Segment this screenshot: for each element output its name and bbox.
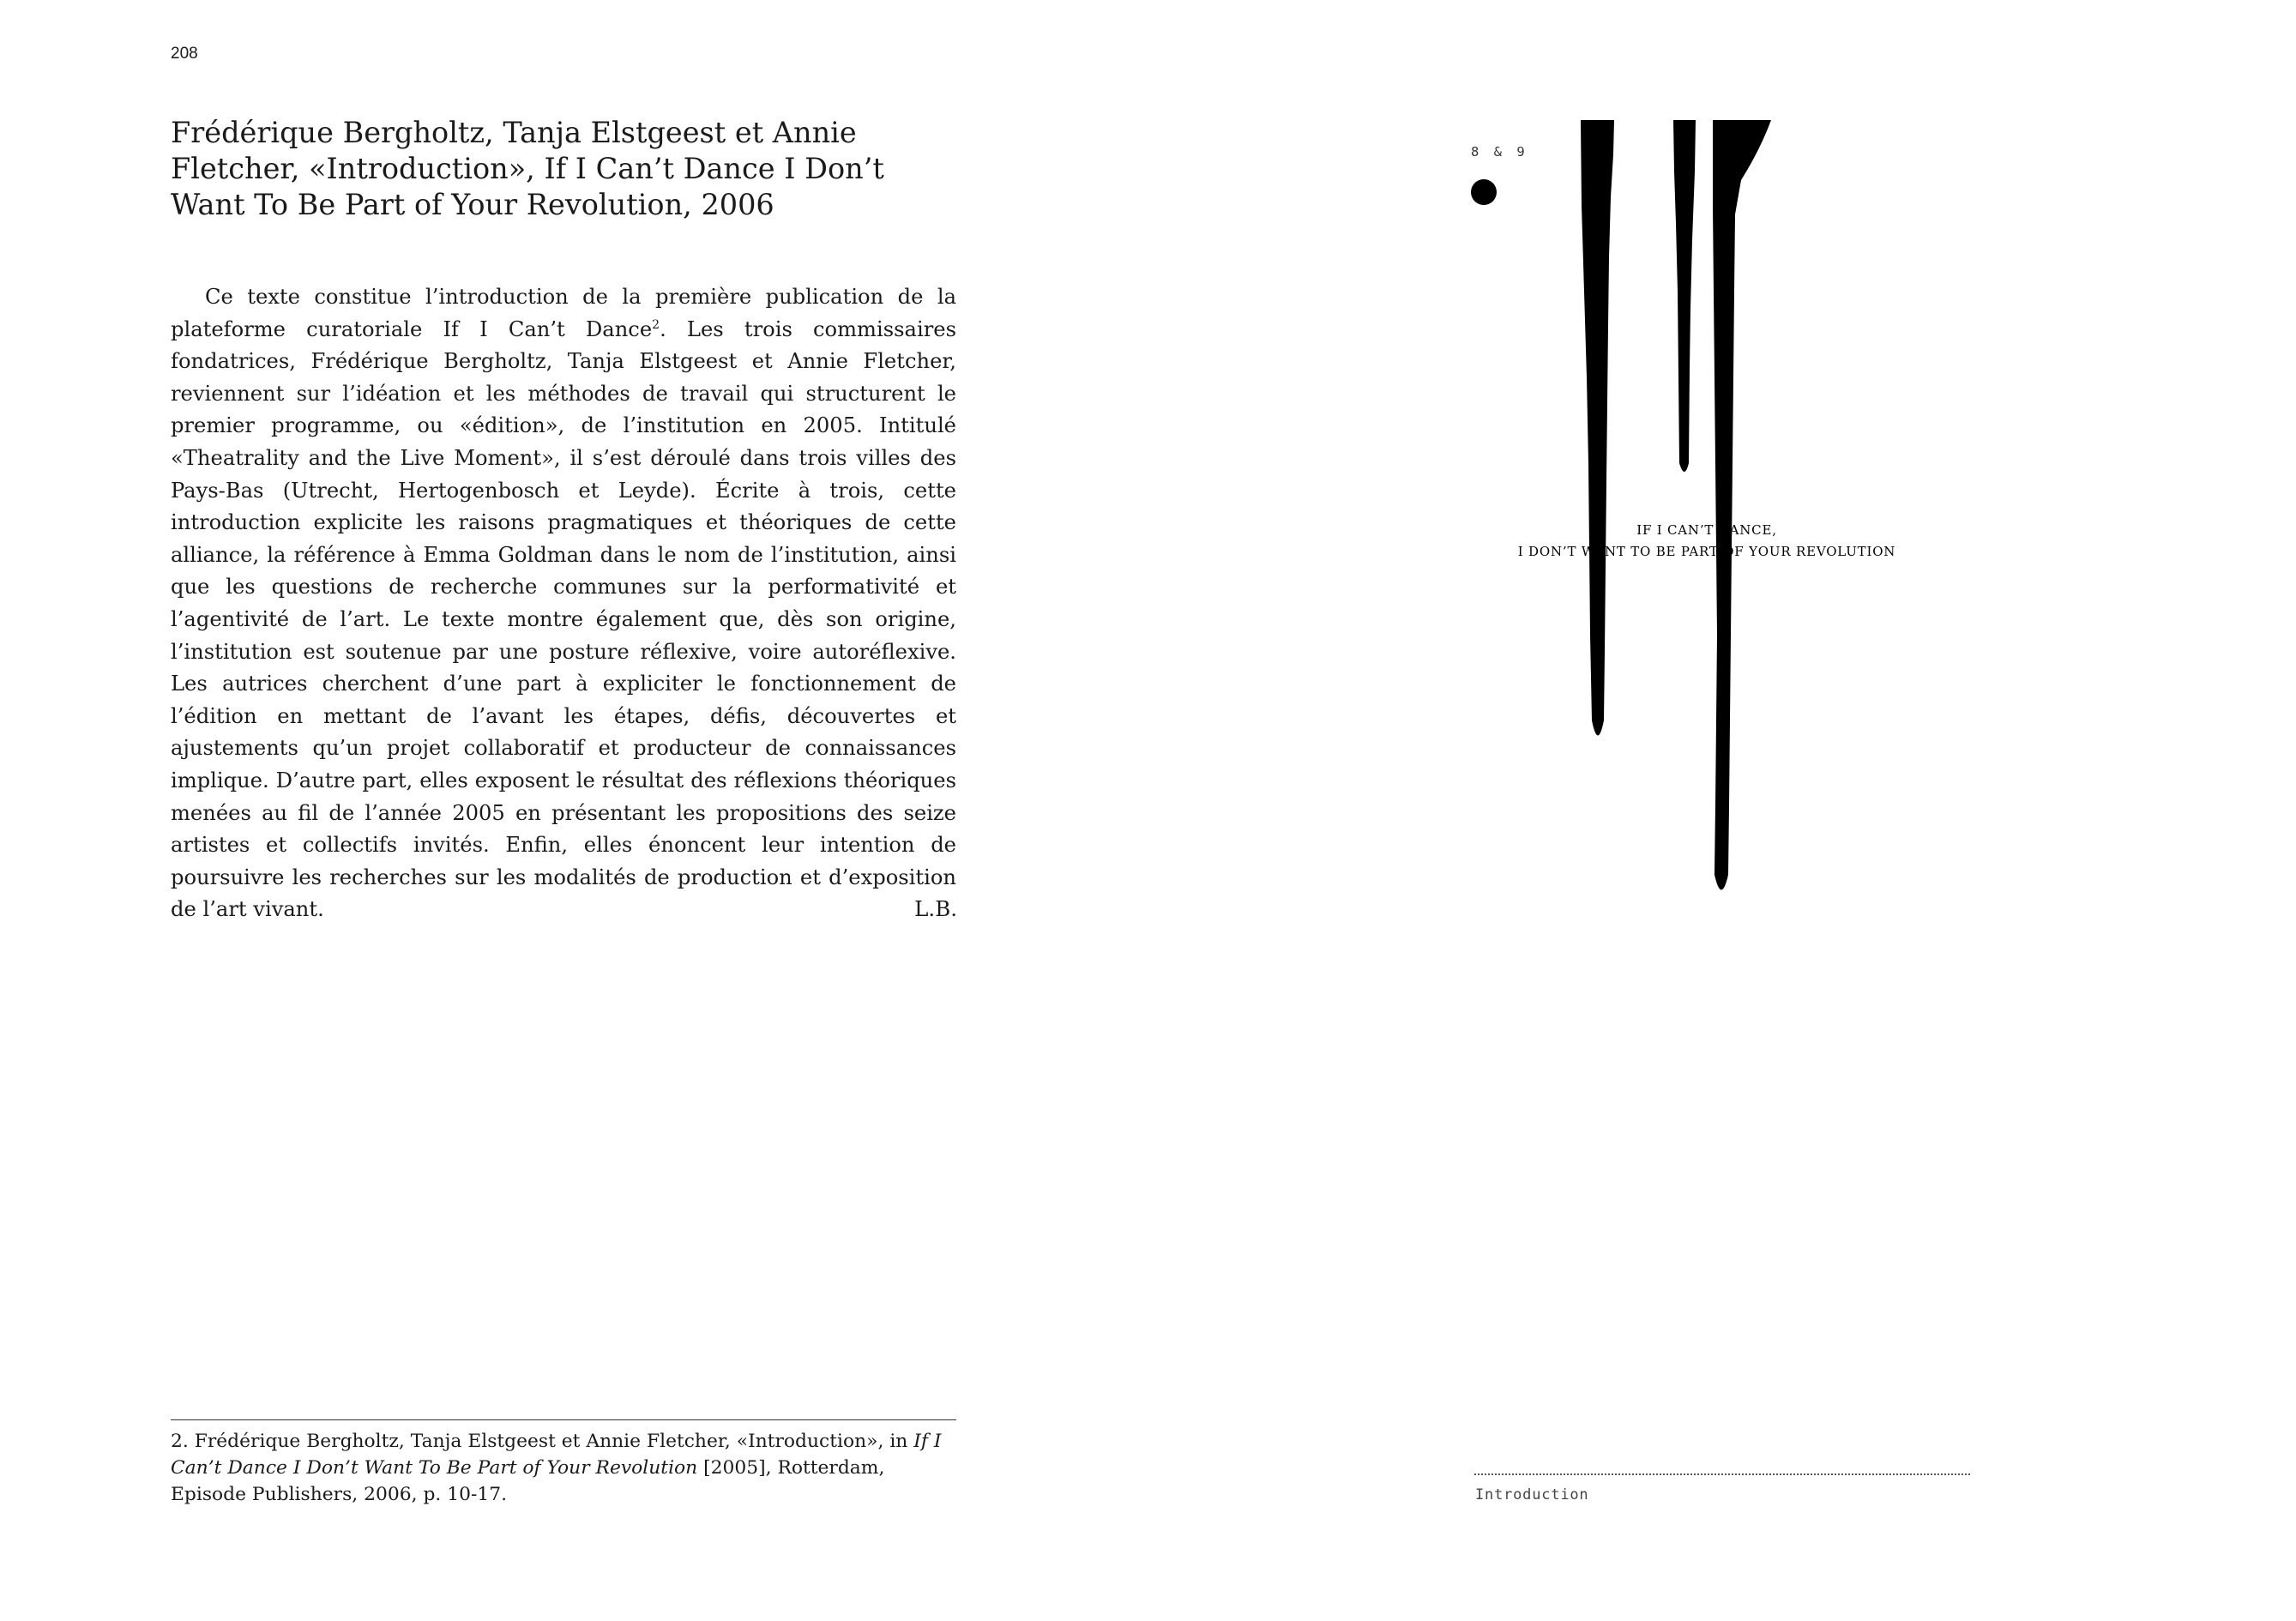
footnote-publication: [2005], Rotterdam, Episode Publishers, 2006, p. 10-17. bbox=[171, 1457, 885, 1505]
cover-title-line-2: I DON’T WANT TO BE PART OF YOUR REVOLUTION bbox=[1517, 544, 1896, 559]
cover-dot bbox=[1471, 179, 1497, 205]
author-initials: L.B. bbox=[914, 896, 957, 921]
section-label: Introduction bbox=[1475, 1486, 1589, 1503]
body-text-part-2: . Les trois commissaires fondatrices, Frédérique Bergholtz, Tanja Elstgeest et Annie Fletcher, reviennent sur l’idéation et les méthodes de travail qui structurent le premier programme, ou «édition», de l’institution en 2005. Intitulé «Theatrality and the Live Moment», il s’est déroulé dans trois villes des Pays-Bas (Utrecht, Hertogenbosch et Leyde). Écrite à trois, cette introduction explicite les raisons pragmatiques et théoriques de cette alliance, la référence à Emma Goldman dans le nom de l’institution, ainsi que les questions de recherche communes sur la performativité et l’agentivité de l’art. Le texte montre également que, dès son origine, l’institution est soutenue par une posture réflexive, voire autoréflexive. Les autrices cherchent d’une part à expliciter le fonctionnement de l’édition en mettant de l’avant les étapes, défis, découvertes et ajustements qu’un projet collaboratif et producteur de connaissances implique. D’autre part, elles exposent le résultat des réflexions théoriques menées au fil de l’année 2005 en présentant les propositions des seize artistes et collectifs invités. Enfin, elles énoncent leur intention de poursuivre les recherches sur les modalités de production et d’exposition de l’art vivant. bbox=[171, 316, 956, 922]
footnote bbox=[171, 1428, 956, 1508]
footnote-book-title: If I Can’t Dance I Don’t Want To Be Part of Your Revolution bbox=[171, 1431, 942, 1479]
ink-drip-left bbox=[1581, 120, 1614, 736]
section-divider bbox=[1474, 1473, 1970, 1475]
cover-issue-number: 8 & 9 bbox=[1471, 144, 1528, 160]
cover-title bbox=[1449, 520, 1964, 563]
entry-body bbox=[171, 281, 956, 926]
footnote-divider bbox=[171, 1419, 956, 1420]
footnote-reference[interactable]: 2 bbox=[652, 317, 660, 332]
footnote-text: 2. Frédérique Bergholtz, Tanja Elstgeest et Annie Fletcher, «Introduction», in bbox=[171, 1431, 914, 1452]
book-cover-illustration bbox=[1449, 120, 1964, 926]
entry-heading: Frédérique Bergholtz, Tanja Elstgeest et Annie Fletcher, «Introduction», If I Can’t Dance I Don’t Want To Be Part of Your Revolution, 2006 bbox=[171, 116, 884, 221]
body-text-part-1: Ce texte constitue l’introduction de la première publication de la plateforme curatoriale If I Can’t Dance bbox=[171, 285, 956, 341]
page-number: 208 bbox=[171, 45, 198, 63]
ink-drip-right bbox=[1713, 120, 1771, 890]
cover-title-line-1: IF I CAN’T DANCE, bbox=[1636, 522, 1777, 538]
ink-drip-middle bbox=[1673, 120, 1696, 472]
